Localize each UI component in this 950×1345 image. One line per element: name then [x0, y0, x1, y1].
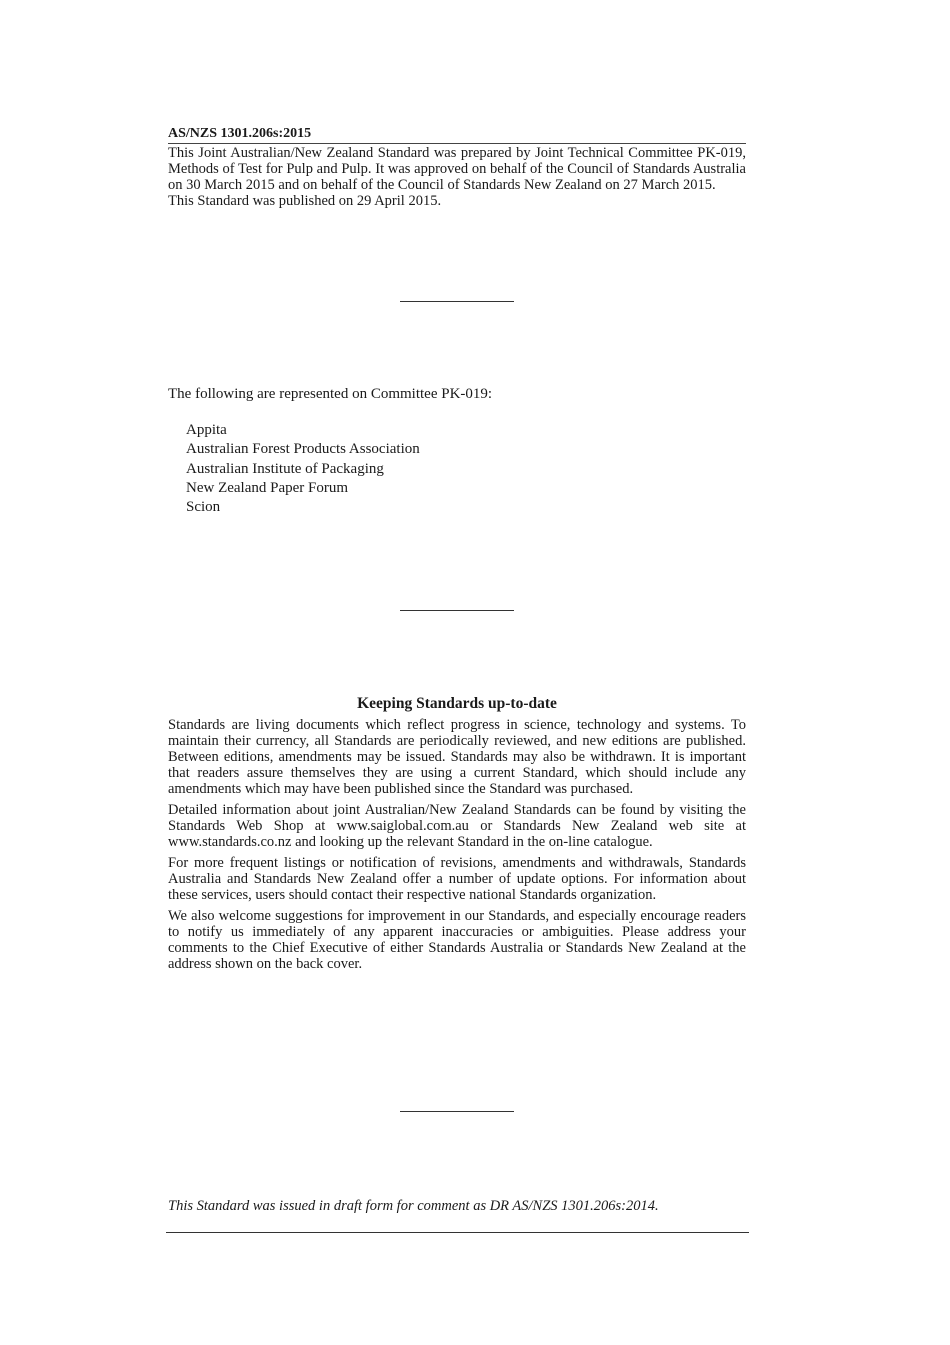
- committee-member: Australian Forest Products Association: [186, 441, 420, 458]
- heading-underline: [168, 143, 746, 144]
- keeping-paragraph: We also welcome suggestions for improvement in our Standards, and especially encourage readers to notify us immediately of any apparent inaccuracies or ambiguities. Please address your comments to the Chief Executive of either Standards Australia or Standards New Zealand at the address shown on the back cover.: [168, 908, 746, 972]
- committee-member: Australian Institute of Packaging: [186, 460, 384, 477]
- committee-intro: The following are represented on Committee PK-019:: [168, 386, 493, 402]
- preparation-statement: [168, 145, 746, 209]
- section-divider: [400, 1111, 514, 1112]
- committee-member: New Zealand Paper Forum: [186, 479, 349, 496]
- draft-note: This Standard was issued in draft form for comment as DR AS/NZS 1301.206s:2014.: [168, 1198, 659, 1214]
- keeping-paragraph: Standards are living documents which reflect progress in science, technology and systems. To maintain their currency, all Standards are periodically reviewed, and new editions are published. Between editions, amendments may be issued. Standards may also be withdrawn. It is important that readers assure themselves they are using a current Standard, which should include any amendments which may have been published since the Standard was purchased.: [168, 717, 746, 797]
- section-divider: [400, 610, 514, 611]
- keeping-paragraph: Detailed information about joint Australian/New Zealand Standards can be found by visiting the Standards Web Shop at www.saiglobal.com.au or Standards New Zealand web site at www.standards.co.nz and looking up the relevant Standard in the on-line catalogue.: [168, 802, 746, 850]
- approval-paragraph: This Joint Australian/New Zealand Standard was prepared by Joint Technical Committee PK-019, Methods of Test for Pulp and Pulp. It was approved on behalf of the Council of Standards Australia on 30 March 2015 and on behalf of the Council of Standards New Zealand on 27 March 2015.: [168, 145, 746, 193]
- section-divider: [400, 301, 514, 302]
- committee-member: Scion: [186, 499, 221, 516]
- publication-date-line: This Standard was published on 29 April 2015.: [168, 193, 442, 209]
- keeping-paragraph: For more frequent listings or notification of revisions, amendments and withdrawals, Standards Australia and Standards New Zealand offer a number of update options. For information about these services, users should contact their respective national Standards organization.: [168, 855, 746, 903]
- standard-designation: AS/NZS 1301.206s:2015: [168, 126, 312, 141]
- committee-member: Appita: [186, 422, 227, 438]
- committee-member-list: [186, 421, 420, 517]
- keeping-standards-body: [168, 717, 746, 977]
- keeping-standards-title: Keeping Standards up-to-date: [357, 695, 557, 712]
- bottom-rule: [166, 1232, 749, 1233]
